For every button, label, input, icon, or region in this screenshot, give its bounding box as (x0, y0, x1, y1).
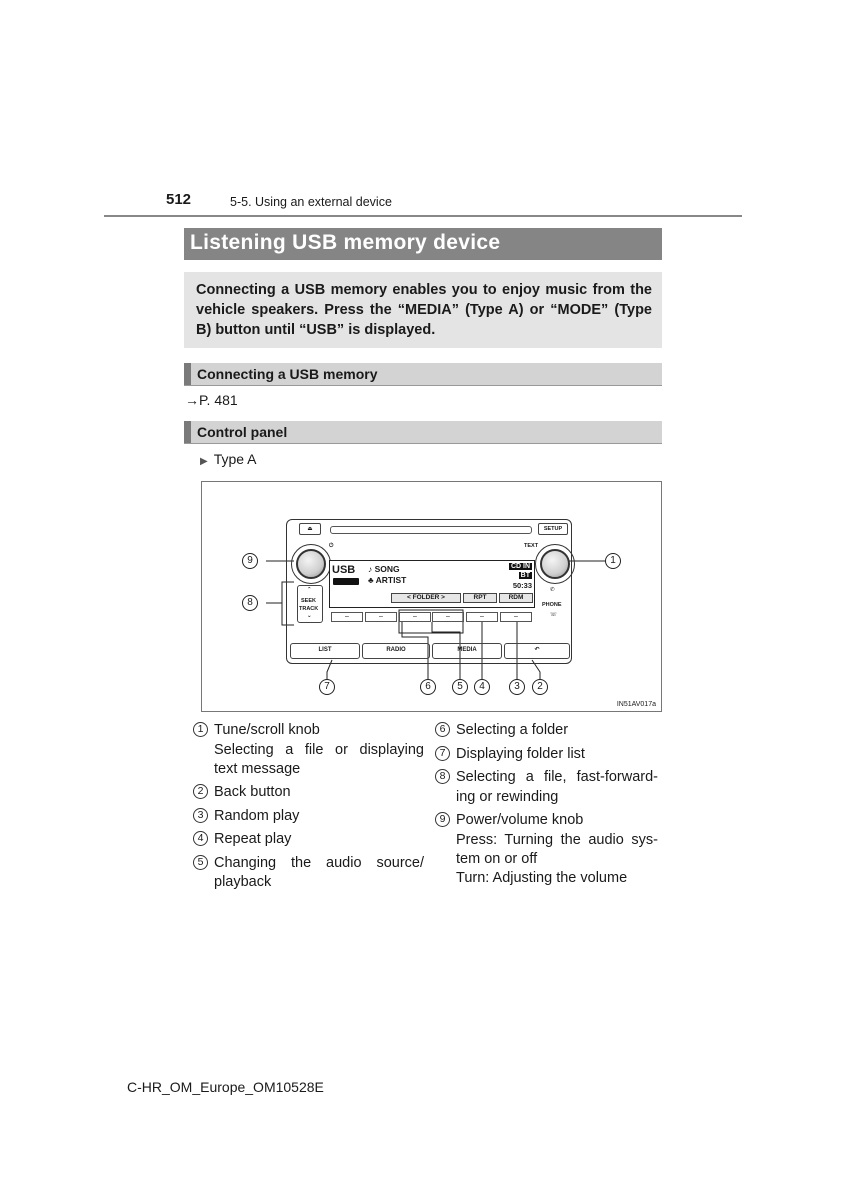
legend-number: 6 (435, 722, 450, 737)
legend-number: 1 (193, 722, 208, 737)
legend-text: Power/volume knob (456, 812, 584, 828)
audio-display (329, 560, 535, 608)
document-footer: C-HR_OM_Europe_OM10528E (127, 1079, 324, 1095)
type-label-text: Type A (213, 451, 257, 467)
legend-text: Selecting a folder (456, 722, 569, 738)
callout-6: 6 (420, 679, 436, 695)
callout-1: 1 (605, 553, 621, 569)
subheading-accent (184, 421, 191, 443)
preset-button-1[interactable]: – (331, 612, 363, 622)
legend-text: Turn: Adjusting the volume (456, 870, 628, 886)
cd-slot (330, 526, 532, 534)
subheading-control-panel (184, 421, 662, 444)
phone-label: PHONE (542, 602, 562, 608)
softkey-folder: < FOLDER > (391, 593, 461, 603)
page-reference-link[interactable]: →P. 481 (185, 392, 238, 408)
phone-button[interactable] (538, 585, 568, 623)
callout-2: 2 (532, 679, 548, 695)
callout-3: 3 (509, 679, 525, 695)
callout-9: 9 (242, 553, 258, 569)
legend-number: 4 (193, 831, 208, 846)
control-panel-figure (201, 481, 662, 712)
display-cd-in: CD IN (510, 563, 530, 570)
subheading-accent (184, 363, 191, 385)
triangle-bullet-icon: ▶ (200, 456, 208, 467)
subheading-label: Control panel (197, 424, 288, 440)
phone-icon: ✆ (550, 587, 555, 593)
callout-4: 4 (474, 679, 490, 695)
callout-5: 5 (452, 679, 468, 695)
legend-item-1 (193, 721, 425, 741)
legend-item-9 (435, 811, 660, 831)
legend-text: Displaying folder list (456, 746, 585, 762)
legend-text: Random play (214, 808, 300, 824)
eject-button[interactable]: ⏏ (299, 523, 321, 535)
legend-text: ing or rewinding (456, 789, 559, 805)
seek-track-button[interactable] (297, 585, 323, 623)
section-reference: 5-5. Using an external device (230, 195, 392, 209)
folder-up-button[interactable]: – (432, 612, 464, 622)
hang-up-icon: ☏ (550, 612, 557, 618)
legend-number: 2 (193, 784, 208, 799)
text-button[interactable]: TEXT (524, 543, 539, 549)
legend-number: 8 (435, 769, 450, 784)
callout-8: 8 (242, 595, 258, 611)
legend-text: Tune/scroll knob (214, 722, 320, 738)
legend-item-4 (193, 830, 425, 850)
seek-label: SEEK (301, 598, 316, 604)
legend-number: 7 (435, 746, 450, 761)
track-label: TRACK (299, 606, 319, 612)
legend-text: text message (214, 761, 301, 777)
subheading-label: Connecting a USB memory (197, 366, 378, 382)
callout-7: 7 (319, 679, 335, 695)
softkey-rdm: RDM (499, 593, 533, 603)
legend-item-3 (193, 807, 425, 827)
repeat-button[interactable]: – (466, 612, 498, 622)
radio-button[interactable]: RADIO (362, 643, 430, 659)
power-icon: ⏻ (329, 543, 334, 549)
preset-button-2[interactable]: – (365, 612, 397, 622)
intro-text: Connecting a USB memory enables you to enjoy music from the vehicle speakers. Press the “MEDIA” (Type A) or “MODE” (Type B) button until “USB” is displayed. (196, 282, 652, 338)
usb-device-icon (333, 578, 359, 585)
folder-down-button[interactable]: – (399, 612, 431, 622)
chevron-up-icon: ⌃ (307, 587, 312, 593)
display-artist: ♣ ARTIST (368, 575, 407, 585)
list-button[interactable]: LIST (290, 643, 360, 659)
display-bt: BT (520, 572, 530, 579)
legend-text: Selecting a file, fast-forward- (456, 769, 658, 785)
back-button[interactable]: ↶ (504, 643, 570, 659)
tune-scroll-knob[interactable] (540, 549, 570, 579)
display-song: ♪ SONG (368, 564, 400, 574)
header-rule (104, 215, 742, 217)
display-source: USB (332, 564, 356, 576)
title-bar (184, 228, 662, 260)
display-time: 50:33 (512, 581, 532, 590)
legend-text: playback (214, 874, 272, 890)
legend-text: Selecting a file or displaying (214, 742, 424, 758)
intro-box (184, 272, 662, 348)
random-button[interactable]: – (500, 612, 532, 622)
softkey-rpt: RPT (463, 593, 497, 603)
page-title: Listening USB memory device (190, 231, 501, 254)
legend-number: 5 (193, 855, 208, 870)
chevron-down-icon: ⌄ (307, 613, 312, 619)
legend-item-2 (193, 783, 425, 803)
legend-item-6 (435, 721, 660, 741)
legend-text: Press: Turning the audio sys- (456, 832, 658, 848)
legend-number: 3 (193, 808, 208, 823)
power-volume-knob[interactable] (296, 549, 326, 579)
type-label (200, 451, 257, 467)
figure-code: IN51AV017a (616, 701, 656, 708)
legend-text: tem on or off (456, 851, 538, 867)
subheading-connecting (184, 363, 662, 386)
legend-item-7 (435, 745, 660, 765)
legend-text: Repeat play (214, 831, 292, 847)
setup-button[interactable]: SETUP (538, 523, 568, 535)
legend-text: Back button (214, 784, 291, 800)
page-number: 512 (166, 191, 192, 208)
media-button[interactable]: MEDIA (432, 643, 502, 659)
legend-number: 9 (435, 812, 450, 827)
legend-text: Changing the audio source/ (214, 855, 424, 871)
